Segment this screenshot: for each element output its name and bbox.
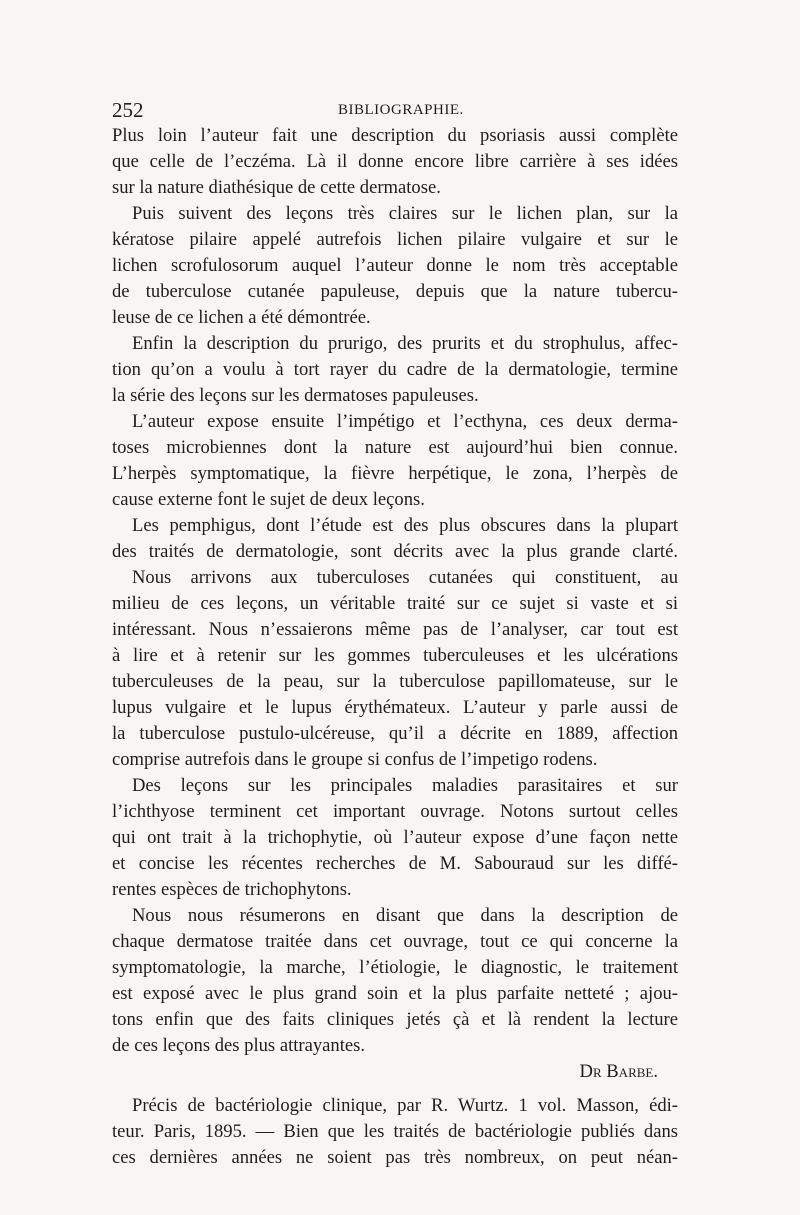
text-line: leuse de ce lichen a été démontrée.: [112, 307, 371, 328]
text-line: L’auteur expose ensuite l’impétigo et l’ecthyna, ces deux derma-: [132, 411, 678, 432]
text-line: rentes espèces de trichophytons.: [112, 879, 352, 900]
text-line: sur la nature diathésique de cette dermatose.: [112, 177, 441, 198]
text-line: Nous arrivons aux tuberculoses cutanées qui constituent, au: [132, 567, 678, 588]
running-head: BIBLIOGRAPHIE.: [338, 102, 464, 118]
signature: Dr Barbe.: [579, 1061, 658, 1082]
body-text: [112, 123, 678, 1171]
text-line: Puis suivent des leçons très claires sur le lichen plan, sur la: [132, 203, 678, 224]
page-number: 252: [112, 98, 144, 122]
text-line: lupus vulgaire et le lupus érythémateux. L’auteur y parle aussi de: [112, 697, 678, 718]
text-line: de tuberculose cutanée papuleuse, depuis que la nature tubercu-: [112, 281, 678, 302]
text-line: l’ichthyose terminent cet important ouvrage. Notons surtout celles: [112, 801, 678, 822]
text-line: des traités de dermatologie, sont décrits avec la plus grande clarté.: [112, 541, 678, 562]
text-line: Plus loin l’auteur fait une description du psoriasis aussi complète: [112, 125, 678, 146]
text-line: à lire et à retenir sur les gommes tuberculeuses et les ulcérations: [112, 645, 678, 666]
notice-heading-line: Précis de bactériologie clinique, par R. Wurtz. 1 vol. Masson, édi-: [132, 1095, 678, 1116]
text-line: et concise les récentes recherches de M. Sabouraud sur les diffé-: [112, 853, 678, 874]
text-line: est exposé avec le plus grand soin et la plus parfaite netteté ; ajou-: [112, 983, 678, 1004]
text-line: la série des leçons sur les dermatoses papuleuses.: [112, 385, 479, 406]
text-line: Les pemphigus, dont l’étude est des plus obscures dans la plupart: [132, 515, 678, 536]
text-line: milieu de ces leçons, un véritable traité sur ce sujet si vaste et si: [112, 593, 678, 614]
text-line: de ces leçons des plus attrayantes.: [112, 1035, 365, 1056]
text-line: intéressant. Nous n’essaierons même pas de l’analyser, car tout est: [112, 619, 678, 640]
text-line: Enfin la description du prurigo, des prurits et du strophulus, affec-: [132, 333, 678, 354]
text-line: que celle de l’eczéma. Là il donne encore libre carrière à ses idées: [112, 151, 678, 172]
text-line: teur. Paris, 1895. — Bien que les traités de bactériologie publiés dans: [112, 1121, 678, 1142]
text-line: toses microbiennes dont la nature est aujourd’hui bien connue.: [112, 437, 678, 458]
text-line: cause externe font le sujet de deux leçons.: [112, 489, 425, 510]
text-line: tuberculeuses de la peau, sur la tuberculose papillomateuse, sur le: [112, 671, 678, 692]
text-line: chaque dermatose traitée dans cet ouvrage, tout ce qui concerne la: [112, 931, 678, 952]
text-line: ces dernières années ne soient pas très nombreux, on peut néan-: [112, 1147, 678, 1168]
text-line: Nous nous résumerons en disant que dans la description de: [132, 905, 678, 926]
text-line: qui ont trait à la trichophytie, où l’auteur expose d’une façon nette: [112, 827, 678, 848]
text-line: tion qu’on a voulu à tort rayer du cadre de la dermatologie, termine: [112, 359, 678, 380]
text-line: tons enfin que des faits cliniques jetés çà et là rendent la lecture: [112, 1009, 678, 1030]
text-line: L’herpès symptomatique, la fièvre herpétique, le zona, l’herpès de: [112, 463, 678, 484]
text-line: Des leçons sur les principales maladies parasitaires et sur: [132, 775, 678, 796]
text-line: comprise autrefois dans le groupe si confus de l’impetigo rodens.: [112, 749, 598, 770]
text-line: symptomatologie, la marche, l’étiologie, le diagnostic, le traitement: [112, 957, 678, 978]
text-line: lichen scrofulosorum auquel l’auteur donne le nom très acceptable: [112, 255, 678, 276]
text-line: la tuberculose pustulo-ulcéreuse, qu’il a décrite en 1889, affection: [112, 723, 678, 744]
text-line: kératose pilaire appelé autrefois lichen pilaire vulgaire et sur le: [112, 229, 678, 250]
